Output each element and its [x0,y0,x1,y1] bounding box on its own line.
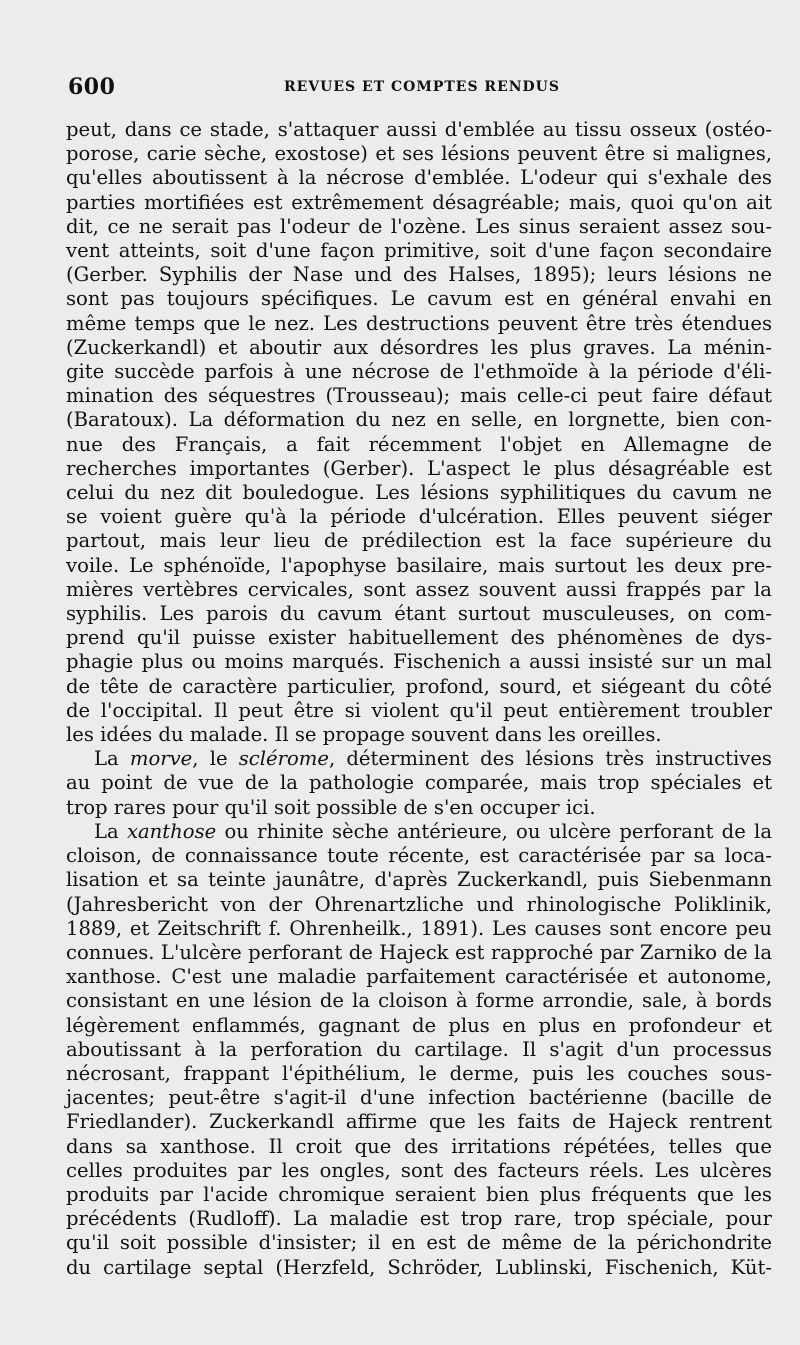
text-line: précédents (Rudloff). La maladie est trop rare, trop spéciale, pour [66,1207,772,1231]
text-line: sont pas toujours spécifiques. Le cavum est en général envahi en [66,287,772,311]
text-line: qu'elles aboutissent à la nécrose d'emblée. L'odeur qui s'exhale des [66,166,772,190]
text-line: lisation et sa teinte jaunâtre, d'après Zuckerkandl, puis Siebenmann [66,868,772,892]
text-line: qu'il soit possible d'insister; il en est de même de la périchondrite [66,1231,772,1255]
italic-term: sclérome [238,747,329,771]
text-line: (Gerber. Syphilis der Nase und des Halses, 1895); leurs lésions ne [66,263,772,287]
italic-term: morve [129,747,193,771]
text-line: (Baratoux). La déformation du nez en selle, en lorgnette, bien con- [66,408,772,432]
text-line: La morve, le sclérome, déterminent des lésions très instructives [94,747,772,771]
page-number: 600 [68,74,116,100]
text-line: phagie plus ou moins marqués. Fischenich a aussi insisté sur un mal [66,650,772,674]
text-line: au point de vue de la pathologie comparée, mais trop spéciales et [66,771,772,795]
text-line: du cartilage septal (Herzfeld, Schröder, Lublinski, Fischenich, Küt- [66,1255,772,1279]
text-line: jacentes; peut-être s'agit-il d'une infection bactérienne (bacille de [66,1086,772,1110]
text-line: légèrement enflammés, gagnant de plus en plus en profondeur et [66,1013,772,1037]
text-line: La xanthose ou rhinite sèche antérieure, ou ulcère perforant de la [94,819,772,843]
text-line: Friedlander). Zuckerkandl affirme que les faits de Hajeck rentrent [66,1110,772,1134]
text-line: connues. L'ulcère perforant de Hajeck est rapproché par Zarniko de la [66,940,772,964]
text-line: porose, carie sèche, exostose) et ses lésions peuvent être si malignes, [66,142,772,166]
text-line: vent atteints, soit d'une façon primitive, soit d'une façon secondaire [66,239,772,263]
text-line: consistant en une lésion de la cloison à forme arrondie, sale, à bords [66,989,772,1013]
text-line: de tête de caractère particulier, profond, sourd, et siégeant du côté [66,674,772,698]
text-line: gite succède parfois à une nécrose de l'ethmoïde à la période d'éli- [66,360,772,384]
text-line: dans sa xanthose. Il croit que des irritations répétées, telles que [66,1134,772,1158]
running-head: REVUES ET COMPTES RENDUS [284,79,560,95]
text-line: celles produites par les ongles, sont des facteurs réels. Les ulcères [66,1158,772,1182]
text-line: de l'occipital. Il peut être si violent qu'il peut entièrement troubler [66,698,772,722]
text-line: (Jahresbericht von der Ohrenartzliche und rhinologische Poliklinik, [66,892,772,916]
text-line: mination des séquestres (Trousseau); mais celle-ci peut faire défaut [66,384,772,408]
text-line: mières vertèbres cervicales, sont assez souvent aussi frappés par la [66,577,772,601]
text-line: les idées du malade. Il se propage souvent dans les oreilles. [66,723,662,747]
text-line: dit, ce ne serait pas l'odeur de l'ozène. Les sinus seraient assez sou- [66,214,772,238]
text-line: syphilis. Les parois du cavum étant surtout musculeuses, on com- [66,602,772,626]
text-line: produits par l'acide chromique seraient bien plus fréquents que les [66,1182,772,1206]
text-line: recherches importantes (Gerber). L'aspect le plus désagréable est [66,456,772,480]
text-line: nue des Français, a fait récemment l'objet en Allemagne de [66,432,772,456]
italic-term: xanthose [126,819,217,843]
text-line: nécrosant, frappant l'épithélium, le derme, puis les couches sous- [66,1061,772,1085]
text-line: parties mortifiées est extrêmement désagréable; mais, quoi qu'on ait [66,190,772,214]
page-header [68,74,768,100]
text-line: même temps que le nez. Les destructions peuvent être très étendues [66,311,772,335]
text-line: xanthose. C'est une maladie parfaitement caractérisée et autonome, [66,965,772,989]
text-line: trop rares pour qu'il soit possible de s'en occuper ici. [66,795,596,819]
text-line: cloison, de connaissance toute récente, est caractérisée par sa loca- [66,844,772,868]
text-line: voile. Le sphénoïde, l'apophyse basilaire, mais surtout les deux pre- [66,553,772,577]
text-line: peut, dans ce stade, s'attaquer aussi d'emblée au tissu osseux (ostéo- [66,118,772,141]
text-line: prend qu'il puisse exister habituellement des phénomènes de dys- [66,626,772,650]
text-line: se voient guère qu'à la période d'ulcération. Elles peuvent siéger [66,505,772,529]
text-line: partout, mais leur lieu de prédilection est la face supérieure du [66,529,772,553]
text-line: aboutissant à la perforation du cartilage. Il s'agit d'un processus [66,1037,772,1061]
text-line: celui du nez dit bouledogue. Les lésions syphilitiques du cavum ne [66,481,772,505]
text-line: 1889, et Zeitschrift f. Ohrenheilk., 1891). Les causes sont encore peu [66,916,772,940]
body-text [66,118,772,1280]
text-line: (Zuckerkandl) et aboutir aux désordres les plus graves. La ménin- [66,335,772,359]
